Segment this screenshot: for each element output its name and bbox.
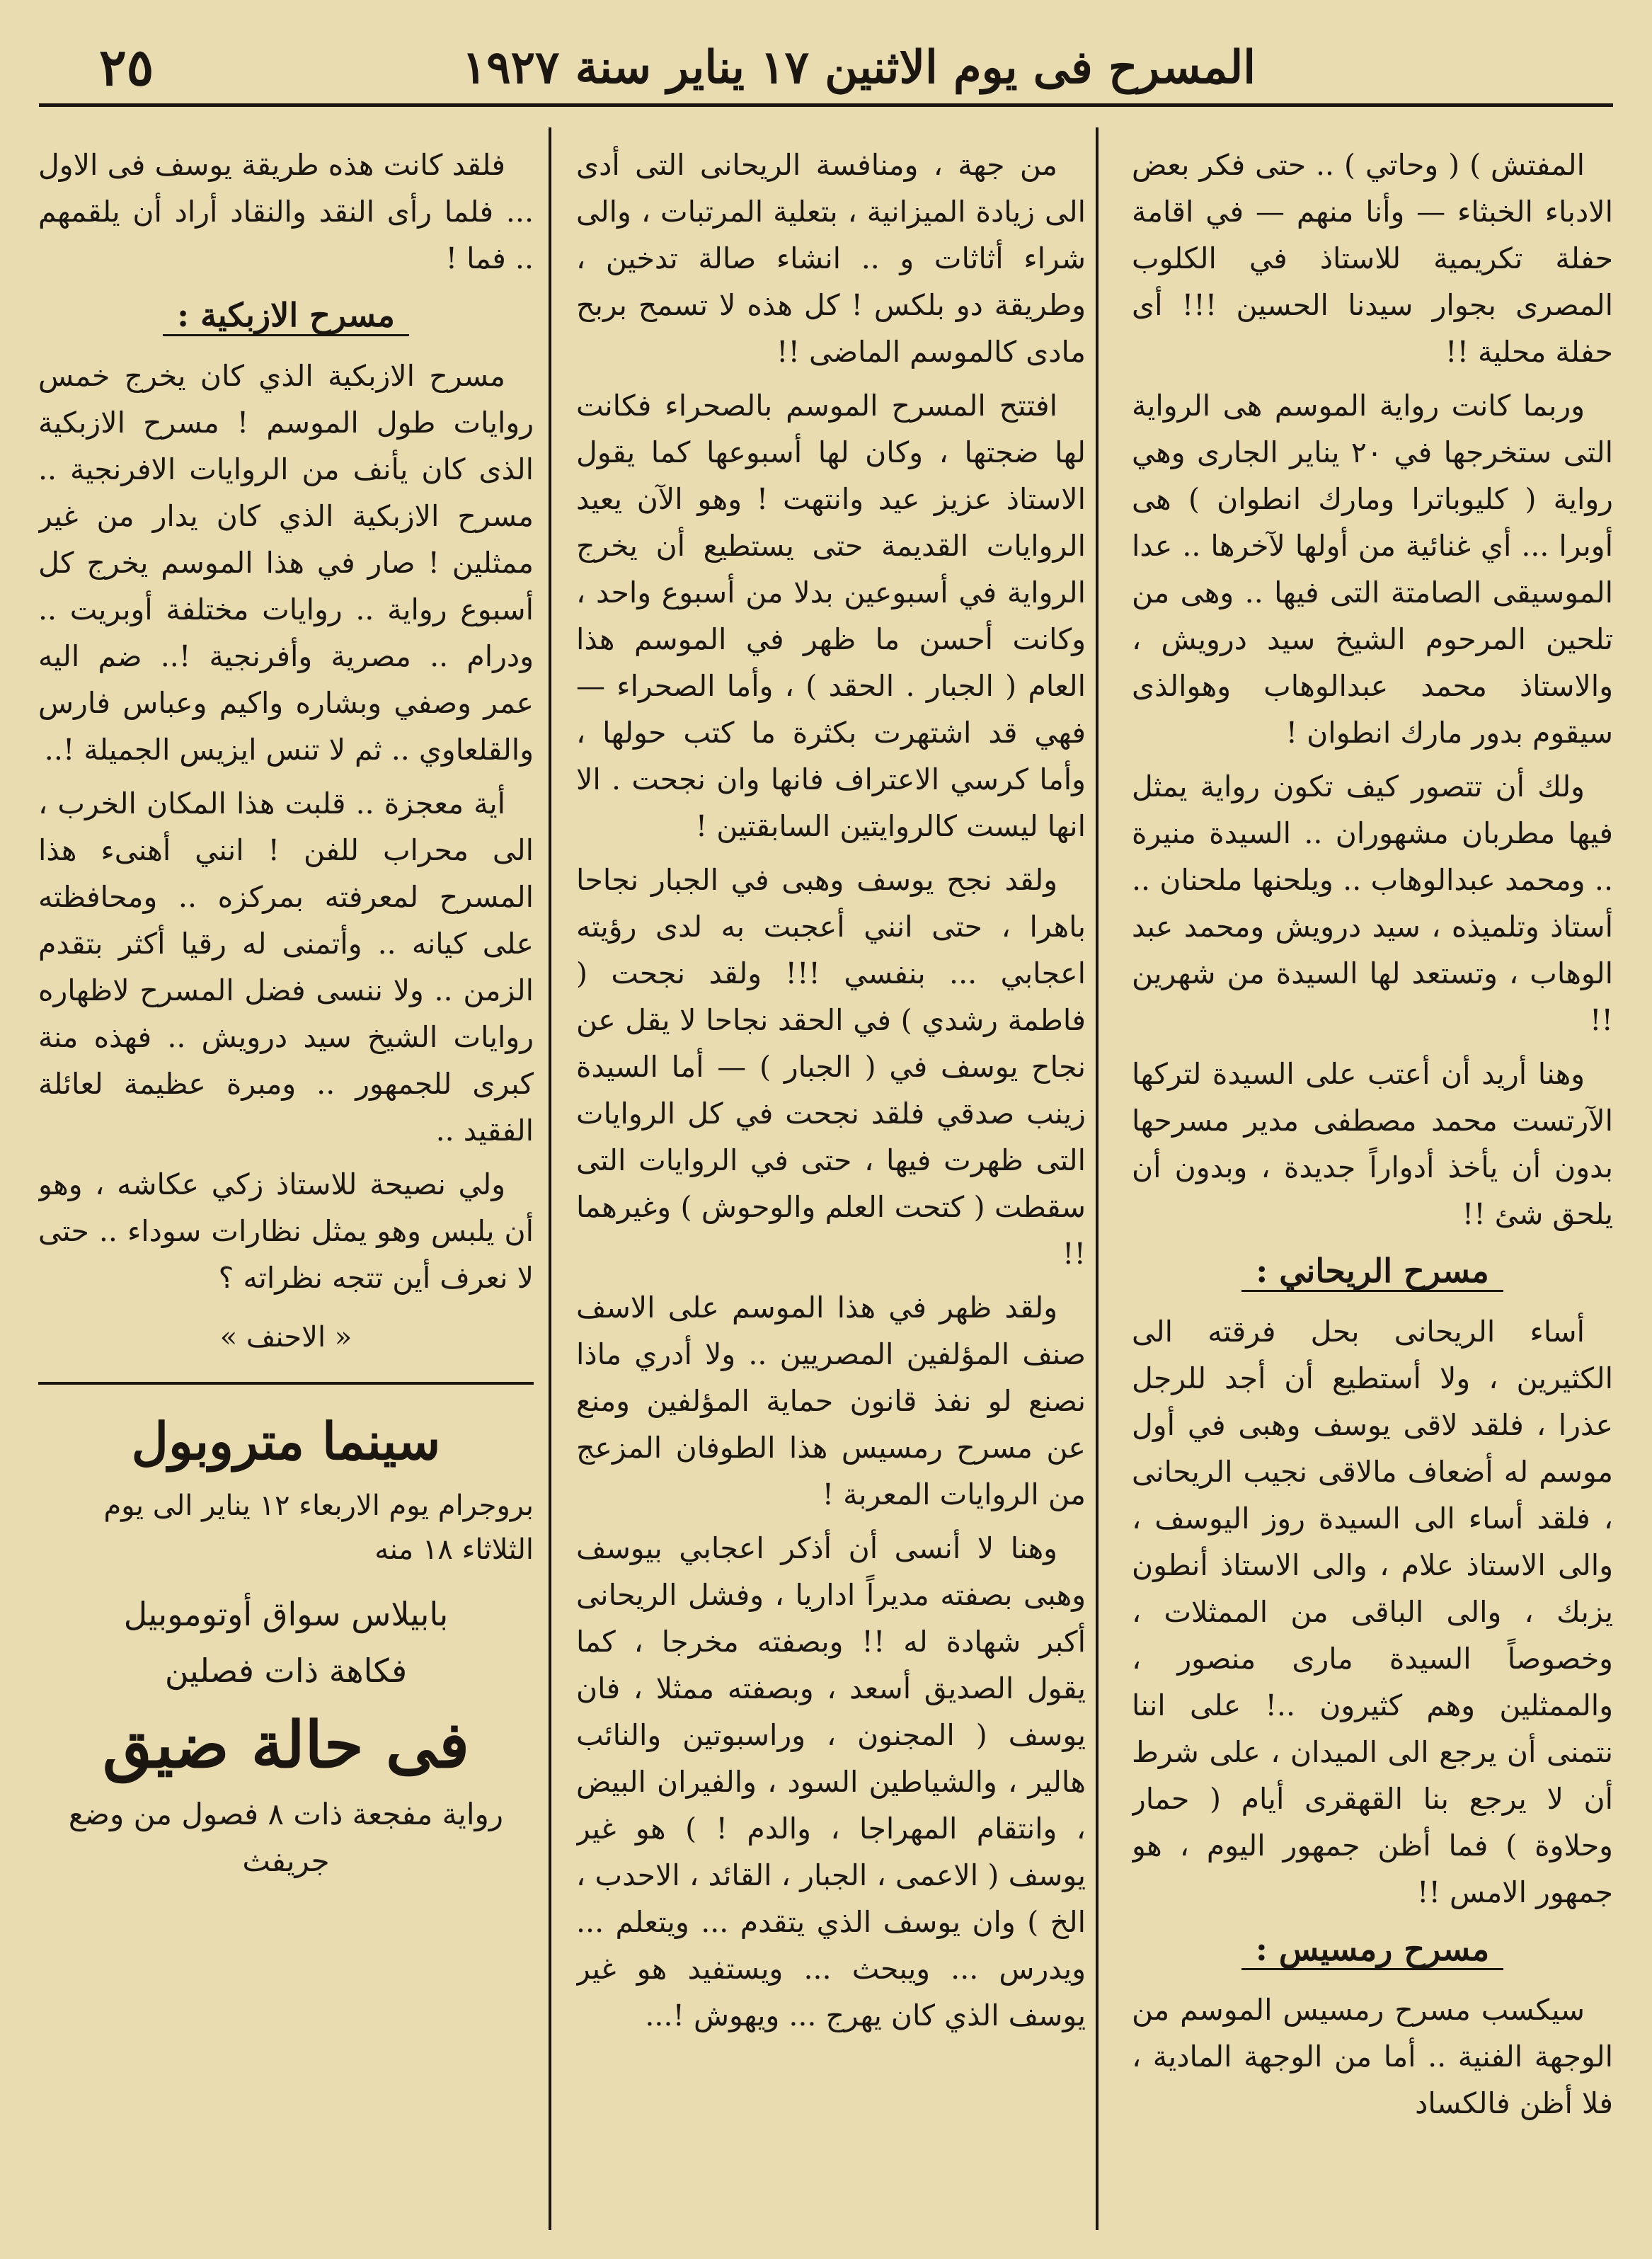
cinema-advertisement [38, 1406, 534, 1885]
column-right [1132, 142, 1613, 2223]
section-heading [1132, 1926, 1613, 1972]
column-divider [549, 127, 551, 2230]
paragraph: ولقد نجح يوسف وهبى في الجبار نجاحا باهرا ، حتى انني أعجبت به لدى رؤيته اعجابي ... بنفسي !!! ولقد نجحت ( فاطمة رشدي ) في الحقد نجاحا لا يقل عن نجاح يوسف في ( الجبار ) — أما السيدة زينب صدقي فلقد نجحت في كل الروايات التى ظهرت فيها ، حتى في الروايات التى سقطت ( كتحت العلم والوحوش ) وغيرهما !! [576, 863, 1086, 1271]
paragraph: وهنا لا أنسى أن أذكر اعجابي بيوسف وهبى بصفته مديراً اداريا ، وفشل الريحانى أكبر شهادة له !! وبصفته مخرجا ، كما يقول الصديق أسعد ، وبصفته ممثلا ، فان يوسف ( المجنون ، وراسبوتين والنائب هالير ، والشياطين السود ، والفيران البيض ، وانتقام المهراجا ، والدم ! ) هو غير يوسف ( الاعمى ، الجبار ، القائد ، الاحدب ، الخ ) وان يوسف الذي يتقدم ... ويتعلم ... ويدرس ... ويبحث ... ويستفيد هو غير يوسف الذي كان يهرج ... ويهوش !... [576, 1531, 1086, 2032]
paragraph: من جهة ، ومنافسة الريحانى التى أدى الى زيادة الميزانية ، بتعلية المرتبات ، والى شراء أثاثات و .. انشاء صالة تدخين ، وطريقة دو بلكس ! كل هذه لا تسمح بربح مادى كالموسم الماضى !! [576, 148, 1086, 369]
ad-film-genre: فكاهة ذات فصلين [164, 1652, 408, 1690]
paragraph: أية معجزة .. قلبت هذا المكان الخرب ، الى محراب للفن ! انني أهنىء هذا المسرح لمعرفته بمركزه .. ومحافظته على كيانه .. وأتمنى له رقيا أكثر بتقدم الزمن .. ولا ننسى فضل المسرح لاظهاره روايات الشيخ سيد درويش .. فهذه منة كبرى للجمهور .. ومبرة عظيمة لعائلة الفقيد .. [38, 787, 534, 1148]
section-heading-text: مسرح الازبكية : [163, 296, 409, 336]
paragraph: ولك أن تتصور كيف تكون رواية يمثل فيها مطربان مشهوران .. السيدة منيرة .. ومحمد عبدالوهاب .. ويلحنها ملحنان .. أستاذ وتلميذه ، سيد درويش ومحمد عبد الوهاب ، وتستعد لها السيدة من شهرين !! [1132, 770, 1613, 1037]
ad-feature-title: فى حالة ضيق [102, 1708, 470, 1783]
paragraph: سيكسب مسرح رمسيس الموسم من الوجهة الفنية .. أما من الوجهة المادية ، فلا أظن فالكساد [1132, 1993, 1613, 2120]
page-header [42, 34, 1610, 112]
section-heading-text: مسرح رمسيس : [1241, 1930, 1503, 1970]
paragraph: ولقد ظهر في هذا الموسم على الاسف صنف المؤلفين المصريين .. ولا أدري ماذا نصنع لو نفذ قانون حماية المؤلفين ومنع عن مسرح رمسيس هذا الطوفان المزعج من الروايات المعربة ! [576, 1291, 1086, 1511]
paragraph: مسرح الازبكية الذي كان يخرج خمس روايات طول الموسم ! مسرح الازبكية الذى كان يأنف من الروايات الافرنجية .. مسرح الازبكية الذي كان يدار من غير ممثلين ! صار في هذا الموسم يخرج كل أسبوع رواية .. روايات مختلفة أوبريت .. ودرام .. مصرية وأفرنجية !.. ضم اليه عمر وصفي وبشاره واكيم وعباس فارس والقلعاوي .. ثم لا تنس ايزيس الجميلة !.. [38, 359, 534, 767]
column-divider [1096, 127, 1099, 2230]
ad-film-title: بابيلاس سواق أوتوموبيل [123, 1595, 449, 1633]
header-rule [39, 103, 1613, 107]
ad-divider [38, 1382, 534, 1385]
section-heading-text: مسرح الريحاني : [1241, 1252, 1503, 1292]
ad-program: بروجرام يوم الاربعاء ١٢ يناير الى يوم الثلاثاء ١٨ منه [103, 1489, 534, 1566]
paragraph: فلقد كانت هذه طريقة يوسف فى الاول ... فلما رأى النقد والنقاد أراد أن يلقمهم .. فما ! [38, 148, 534, 275]
ad-feature-description: رواية مفجعة ذات ٨ فصول من وضع جريفث [68, 1797, 504, 1878]
paragraph: افتتح المسرح الموسم بالصحراء فكانت لها ضجتها ، وكان لها أسبوعها كما يقول الاستاذ عزيز عيد وانتهت ! وهو الآن يعيد الروايات القديمة حتى يستطيع أن يخرج الرواية في أسبوعين بدلا من أسبوع واحد ، وكانت أحسن ما ظهر في الموسم هذا العام ( الجبار . الحقد ) ، وأما الصحراء — فهي قد اشتهرت بكثرة ما كتب حولها ، وأما كرسي الاعتراف فانها وان نجحت . الا انها ليست كالروايتين السابقتين ! [576, 389, 1086, 843]
column-left [38, 142, 534, 2223]
page-number: ٢٥ [99, 37, 154, 97]
paragraph: أساء الريحانى بحل فرقته الى الكثيرين ، ولا أستطيع أن أجد للرجل عذرا ، فلقد لاقى يوسف وهبى في أول موسم له أضعاف مالاقى نجيب الريحانى ، فلقد أساء الى السيدة روز اليوسف ، والى الاستاذ علام ، والى الاستاذ أنطون يزبك ، والى الباقى من الممثلات ، وخصوصاً السيدة مارى منصور ، والممثلين وهم كثيرون ..! على اننا نتمنى أن يرجع الى الميدان ، على شرط أن لا يرجع بنا القهقرى أيام ( حمار وحلاوة ) فما أظن جمهور اليوم ، هو جمهور الامس !! [1132, 1315, 1613, 1909]
header-title: المسرح فى يوم الاثنين ١٧ يناير سنة ١٩٢٧ [461, 41, 1256, 94]
paragraph: ولي نصيحة للاستاذ زكي عكاشه ، وهو أن يلبس وهو يمثل نظارات سوداء .. حتى لا نعرف أين تتجه نظراته ؟ [38, 1167, 534, 1295]
column-middle [576, 142, 1086, 2223]
paragraph: المفتش ) ( وحاتي ) .. حتى فكر بعض الادباء الخبثاء — وأنا منهم — في اقامة حفلة تكريمية للاستاذ في الكلوب المصرى بجوار سيدنا الحسين !!! أى حفلة محلية !! [1132, 148, 1613, 369]
paragraph: وهنا أريد أن أعتب على السيدة لتركها الآرتست محمد مصطفى مدير مسرحها بدون أن يأخذ أدواراً جديدة ، وبدون أن يلحق شئ !! [1132, 1057, 1613, 1231]
paragraph: وربما كانت رواية الموسم هى الرواية التى ستخرجها في ٢٠ يناير الجارى وهي رواية ( كليوباترا ومارك انطوان ) هى أوبرا ... أي غنائية من أولها لآخرها .. عدا الموسيقى الصامتة التى فيها .. وهى من تلحين المرحوم الشيخ سيد درويش ، والاستاذ محمد عبدالوهاب وهوالذى سيقوم بدور مارك انطوان ! [1132, 389, 1613, 750]
ad-title: سينما متروبول [131, 1411, 441, 1471]
section-heading [1132, 1247, 1613, 1294]
author-signature: « الاحنف » [219, 1321, 352, 1354]
section-heading [38, 292, 534, 338]
